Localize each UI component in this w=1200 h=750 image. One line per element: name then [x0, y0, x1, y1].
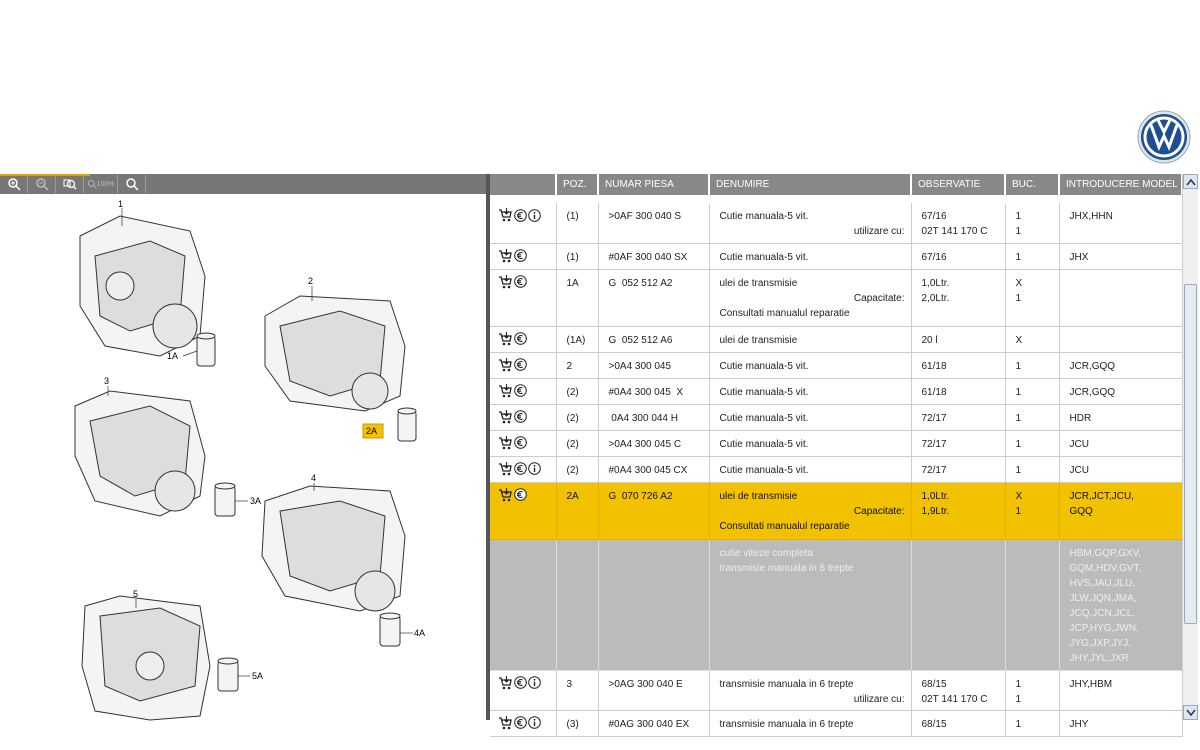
row-description: [709, 326, 911, 352]
row-quantity: [1005, 404, 1059, 430]
table-row[interactable]: [490, 482, 1182, 539]
obs-line: 1,0Ltr.: [921, 277, 950, 289]
model-line: JCU: [1069, 464, 1089, 476]
row-model: [1059, 352, 1182, 378]
diagram-toolbar: [0, 174, 486, 194]
add-to-cart-icon[interactable]: [498, 488, 513, 502]
qty-line: 1: [1015, 211, 1022, 222]
model-line: JCR,GQQ: [1069, 386, 1116, 398]
obs-line: 67/16: [921, 251, 947, 263]
add-to-cart-icon[interactable]: [498, 249, 513, 263]
model-line: HBM,GQP,GXV,: [1069, 547, 1142, 559]
vw-logo-icon: [1137, 110, 1191, 164]
row-model: [1059, 670, 1182, 710]
row-part-number[interactable]: >0AF 300 040 S: [598, 203, 709, 243]
desc-line: utilizare cu:: [853, 226, 905, 237]
row-observation: [911, 430, 1005, 456]
obs-line: 67/16: [921, 211, 947, 222]
info-icon[interactable]: [528, 209, 541, 222]
price-euro-icon[interactable]: [514, 358, 527, 371]
qty-line: 1: [1015, 438, 1022, 450]
row-observation: [911, 456, 1005, 482]
row-quantity: [1005, 352, 1059, 378]
col-poz[interactable]: POZ.: [556, 174, 598, 195]
callout-5[interactable]: 5: [133, 589, 139, 599]
zoom-in-icon: [7, 177, 21, 191]
callout-5a[interactable]: 5A: [252, 671, 264, 681]
parts-table: [490, 174, 1183, 737]
zoom-in-button[interactable]: [0, 175, 28, 193]
desc-line: cutie viteze completa: [719, 547, 813, 559]
col-actions: [490, 174, 556, 195]
obs-line: 72/17: [921, 438, 947, 450]
oil-bottle-2a-drawing: [398, 408, 416, 441]
row-poz: (1): [556, 243, 598, 269]
callout-3a[interactable]: 3A: [250, 496, 262, 506]
row-part-number[interactable]: [598, 539, 709, 670]
col-part-number[interactable]: NUMAR PIESA: [598, 174, 709, 195]
price-euro-icon[interactable]: [514, 410, 527, 423]
qty-line: 1: [1015, 292, 1022, 304]
desc-line: Consultati manualul reparatie: [719, 520, 850, 532]
info-icon[interactable]: [528, 716, 541, 729]
price-euro-icon[interactable]: [514, 488, 527, 501]
row-model: [1059, 482, 1182, 539]
row-actions: [490, 243, 556, 269]
row-part-number[interactable]: #0A4 300 045 X: [598, 378, 709, 404]
row-actions: [490, 352, 556, 378]
row-actions: [490, 430, 556, 456]
add-to-cart-icon[interactable]: [498, 436, 513, 450]
row-quantity: [1005, 269, 1059, 326]
model-line: JYG,JXP,JYJ,: [1069, 637, 1132, 649]
obs-line: 68/15: [921, 718, 947, 730]
zoom-out-icon: [35, 177, 49, 191]
row-observation: [911, 539, 1005, 670]
row-poz: (1): [556, 203, 598, 243]
row-model: [1059, 539, 1182, 670]
row-actions: [490, 326, 556, 352]
row-poz: [556, 539, 598, 670]
obs-line: 02T 141 170 C: [921, 226, 988, 237]
row-description: [709, 482, 911, 539]
model-line: JCR,JCT,JCU,: [1069, 490, 1134, 502]
row-quantity: [1005, 243, 1059, 269]
callout-4[interactable]: 4: [311, 473, 317, 483]
row-actions: [490, 482, 556, 539]
row-quantity: [1005, 670, 1059, 710]
desc-line: transmisie manuala in 6 trepte: [719, 678, 854, 690]
desc-line: Consultati manualul reparatie: [719, 307, 850, 319]
desc-line: transmisie manuala in 6 trepte: [719, 718, 854, 730]
add-to-cart-icon[interactable]: [498, 462, 513, 476]
row-model: [1059, 243, 1182, 269]
col-description[interactable]: DENUMIRE: [709, 174, 911, 195]
row-part-number[interactable]: #0AG 300 040 EX: [598, 710, 709, 736]
row-actions: [490, 378, 556, 404]
desc-line: ulei de transmisie: [719, 334, 798, 346]
oil-bottle-1a-drawing: [197, 333, 215, 366]
info-icon[interactable]: [528, 462, 541, 475]
row-poz: (2): [556, 456, 598, 482]
obs-line: 61/18: [921, 386, 947, 398]
row-quantity: [1005, 326, 1059, 352]
desc-line: Cutie manuala-5 vit.: [719, 251, 809, 263]
model-line: JHY,JYL,JXR: [1069, 652, 1129, 664]
row-quantity: [1005, 710, 1059, 736]
model-line: GQQ: [1069, 505, 1093, 517]
scroll-thumb[interactable]: [1184, 284, 1197, 624]
callout-2[interactable]: 2: [308, 276, 314, 286]
price-euro-icon[interactable]: [514, 275, 527, 288]
row-model: [1059, 203, 1182, 243]
add-to-cart-icon[interactable]: [498, 384, 513, 398]
info-icon[interactable]: [528, 676, 541, 689]
row-part-number[interactable]: >0AG 300 040 E: [598, 670, 709, 710]
zoom-100-icon: [87, 177, 97, 191]
obs-line: 20 l: [921, 334, 938, 346]
row-quantity: [1005, 430, 1059, 456]
zoom-fit-button[interactable]: [56, 175, 84, 193]
table-row[interactable]: [490, 456, 1182, 482]
model-line: JCR,GQQ: [1069, 360, 1116, 372]
row-actions: [490, 269, 556, 326]
table-row[interactable]: [490, 539, 1182, 670]
desc-line: Cutie manuala-5 vit.: [719, 360, 809, 372]
obs-line: 72/17: [921, 464, 947, 476]
row-observation: [911, 482, 1005, 539]
desc-line: Cutie manuala-5 vit.: [719, 438, 809, 450]
row-actions: [490, 203, 556, 243]
row-description: [709, 404, 911, 430]
row-observation: [911, 243, 1005, 269]
row-observation: [911, 710, 1005, 736]
row-poz: 2: [556, 352, 598, 378]
model-line: HDR: [1069, 412, 1092, 424]
model-line: HVS,JAU,JLU,: [1069, 577, 1136, 589]
callout-3[interactable]: 3: [104, 376, 110, 386]
exploded-diagram: [0, 196, 486, 720]
add-to-cart-icon[interactable]: [498, 716, 513, 730]
qty-line: 1: [1015, 360, 1022, 372]
desc-line: ulei de transmisie: [719, 490, 798, 502]
price-euro-icon[interactable]: [514, 249, 527, 262]
row-observation: [911, 203, 1005, 243]
scroll-down-button[interactable]: [1183, 705, 1198, 720]
model-line: JHY,HBM: [1069, 678, 1113, 690]
row-quantity: [1005, 378, 1059, 404]
row-quantity: [1005, 482, 1059, 539]
search-icon: [125, 177, 139, 191]
row-part-number[interactable]: #0A4 300 045 CX: [598, 456, 709, 482]
zoom-out-button[interactable]: [28, 175, 56, 193]
row-observation: [911, 378, 1005, 404]
desc-line: ulei de transmisie: [719, 277, 798, 289]
callout-1[interactable]: 1: [118, 199, 124, 209]
zoom-100-button[interactable]: [84, 175, 118, 193]
toolbar-accent: [0, 174, 90, 176]
parts-table-panel: [490, 174, 1182, 730]
desc-line: Cutie manuala-5 vit.: [719, 211, 809, 222]
row-model: [1059, 430, 1182, 456]
row-observation: [911, 326, 1005, 352]
zoom-100-label: 100%: [96, 180, 115, 188]
qty-line: 1: [1015, 693, 1022, 705]
row-model: [1059, 378, 1182, 404]
row-part-number[interactable]: G 052 512 A6: [598, 326, 709, 352]
row-poz: 3: [556, 670, 598, 710]
row-description: [709, 539, 911, 670]
row-description: [709, 203, 911, 243]
row-description: [709, 243, 911, 269]
row-poz: (2): [556, 404, 598, 430]
row-actions: [490, 710, 556, 736]
table-row[interactable]: [490, 243, 1182, 269]
desc-line: transmisie manuala in 6 trepte: [719, 562, 854, 574]
obs-line: 1,0Ltr.: [921, 490, 950, 502]
col-quantity[interactable]: BUC.: [1005, 174, 1059, 195]
row-observation: [911, 404, 1005, 430]
col-observation[interactable]: OBSERVATIE: [911, 174, 1005, 195]
add-to-cart-icon[interactable]: [498, 410, 513, 424]
model-line: JLW,JQN,JMA,: [1069, 592, 1137, 604]
callout-2a[interactable]: 2A: [366, 426, 378, 436]
row-part-number[interactable]: G 052 512 A2: [598, 269, 709, 326]
obs-line: 2,0Ltr.: [921, 292, 950, 304]
obs-line: 1,9Ltr.: [921, 505, 950, 517]
row-poz: (3): [556, 710, 598, 736]
row-poz: (1A): [556, 326, 598, 352]
obs-line: 02T 141 170 C: [921, 693, 988, 705]
qty-line: X: [1015, 490, 1023, 502]
scroll-up-button[interactable]: [1183, 174, 1198, 189]
price-euro-icon[interactable]: [514, 436, 527, 449]
row-part-number[interactable]: #0AF 300 040 SX: [598, 243, 709, 269]
qty-line: 1: [1015, 251, 1022, 263]
table-row[interactable]: [490, 352, 1182, 378]
row-description: [709, 269, 911, 326]
obs-line: 61/18: [921, 360, 947, 372]
price-euro-icon[interactable]: [514, 384, 527, 397]
row-model: [1059, 326, 1182, 352]
obs-line: 68/15: [921, 678, 947, 690]
table-row[interactable]: [490, 326, 1182, 352]
price-euro-icon[interactable]: [514, 716, 527, 729]
model-line: JHX,HHN: [1069, 211, 1113, 222]
price-euro-icon[interactable]: [514, 332, 527, 345]
qty-line: X: [1015, 334, 1023, 346]
row-part-number[interactable]: G 070 726 A2: [598, 482, 709, 539]
qty-line: 1: [1015, 226, 1022, 237]
row-model: [1059, 269, 1182, 326]
oil-bottle-4a-drawing: [380, 613, 400, 646]
table-row[interactable]: [490, 430, 1182, 456]
row-model: [1059, 456, 1182, 482]
row-model: [1059, 404, 1182, 430]
desc-line: Cutie manuala-5 vit.: [719, 386, 809, 398]
qty-line: 1: [1015, 386, 1022, 398]
row-observation: [911, 352, 1005, 378]
row-part-number[interactable]: 0A4 300 044 H: [598, 404, 709, 430]
qty-line: 1: [1015, 412, 1022, 424]
desc-line: utilizare cu:: [853, 693, 905, 705]
price-euro-icon[interactable]: [514, 676, 527, 689]
table-row[interactable]: [490, 404, 1182, 430]
table-scrollbar[interactable]: [1182, 174, 1198, 720]
row-description: [709, 710, 911, 736]
qty-line: X: [1015, 277, 1023, 289]
model-line: JCP,HYG,JWN,: [1069, 622, 1139, 634]
row-poz: (2): [556, 378, 598, 404]
row-actions: [490, 670, 556, 710]
oil-bottle-5a-drawing: [218, 658, 238, 691]
desc-line: Capacitate:: [853, 505, 905, 517]
chevron-up-icon: [1187, 179, 1195, 185]
row-description: [709, 670, 911, 710]
row-quantity: [1005, 539, 1059, 670]
oil-bottle-3a-drawing: [215, 483, 235, 516]
add-to-cart-icon[interactable]: [498, 358, 513, 372]
row-poz: 2A: [556, 482, 598, 539]
row-quantity: [1005, 203, 1059, 243]
row-part-number[interactable]: >0A4 300 045 C: [598, 430, 709, 456]
row-observation: [911, 670, 1005, 710]
row-part-number[interactable]: >0A4 300 045: [598, 352, 709, 378]
col-model[interactable]: INTRODUCERE MODEL: [1059, 174, 1182, 195]
qty-line: 1: [1015, 678, 1022, 690]
callout-4a[interactable]: 4A: [414, 628, 426, 638]
price-euro-icon[interactable]: [514, 462, 527, 475]
table-row[interactable]: [490, 203, 1182, 243]
callout-1a[interactable]: 1A: [167, 351, 179, 361]
row-observation: [911, 269, 1005, 326]
add-to-cart-icon[interactable]: [498, 208, 513, 222]
row-actions: [490, 539, 556, 670]
row-description: [709, 430, 911, 456]
qty-line: 1: [1015, 505, 1022, 517]
table-row[interactable]: [490, 269, 1182, 326]
model-line: JHX: [1069, 251, 1089, 263]
table-row[interactable]: [490, 670, 1182, 710]
desc-line: Cutie manuala-5 vit.: [719, 412, 809, 424]
row-poz: (2): [556, 430, 598, 456]
row-model: [1059, 710, 1182, 736]
row-actions: [490, 456, 556, 482]
row-description: [709, 378, 911, 404]
model-line: JCU: [1069, 438, 1089, 450]
qty-line: 1: [1015, 464, 1022, 476]
table-row[interactable]: [490, 378, 1182, 404]
price-euro-icon[interactable]: [514, 209, 527, 222]
row-quantity: [1005, 456, 1059, 482]
row-actions: [490, 404, 556, 430]
search-button[interactable]: [118, 175, 146, 193]
row-poz: 1A: [556, 269, 598, 326]
obs-line: 72/17: [921, 412, 947, 424]
add-to-cart-icon[interactable]: [498, 332, 513, 346]
row-description: [709, 456, 911, 482]
model-line: JCQ,JCN,JCL,: [1069, 607, 1136, 619]
add-to-cart-icon[interactable]: [498, 275, 513, 289]
zoom-fit-icon: [63, 177, 77, 191]
qty-line: 1: [1015, 718, 1022, 730]
table-header-row: [490, 174, 1182, 195]
model-line: GQM,HDV,GVT,: [1069, 562, 1142, 574]
chevron-down-icon: [1187, 710, 1195, 716]
desc-line: Cutie manuala-5 vit.: [719, 464, 809, 476]
model-line: JHY: [1069, 718, 1089, 730]
row-description: [709, 352, 911, 378]
desc-line: Capacitate:: [853, 292, 905, 304]
add-to-cart-icon[interactable]: [498, 676, 513, 690]
table-row[interactable]: [490, 710, 1182, 736]
